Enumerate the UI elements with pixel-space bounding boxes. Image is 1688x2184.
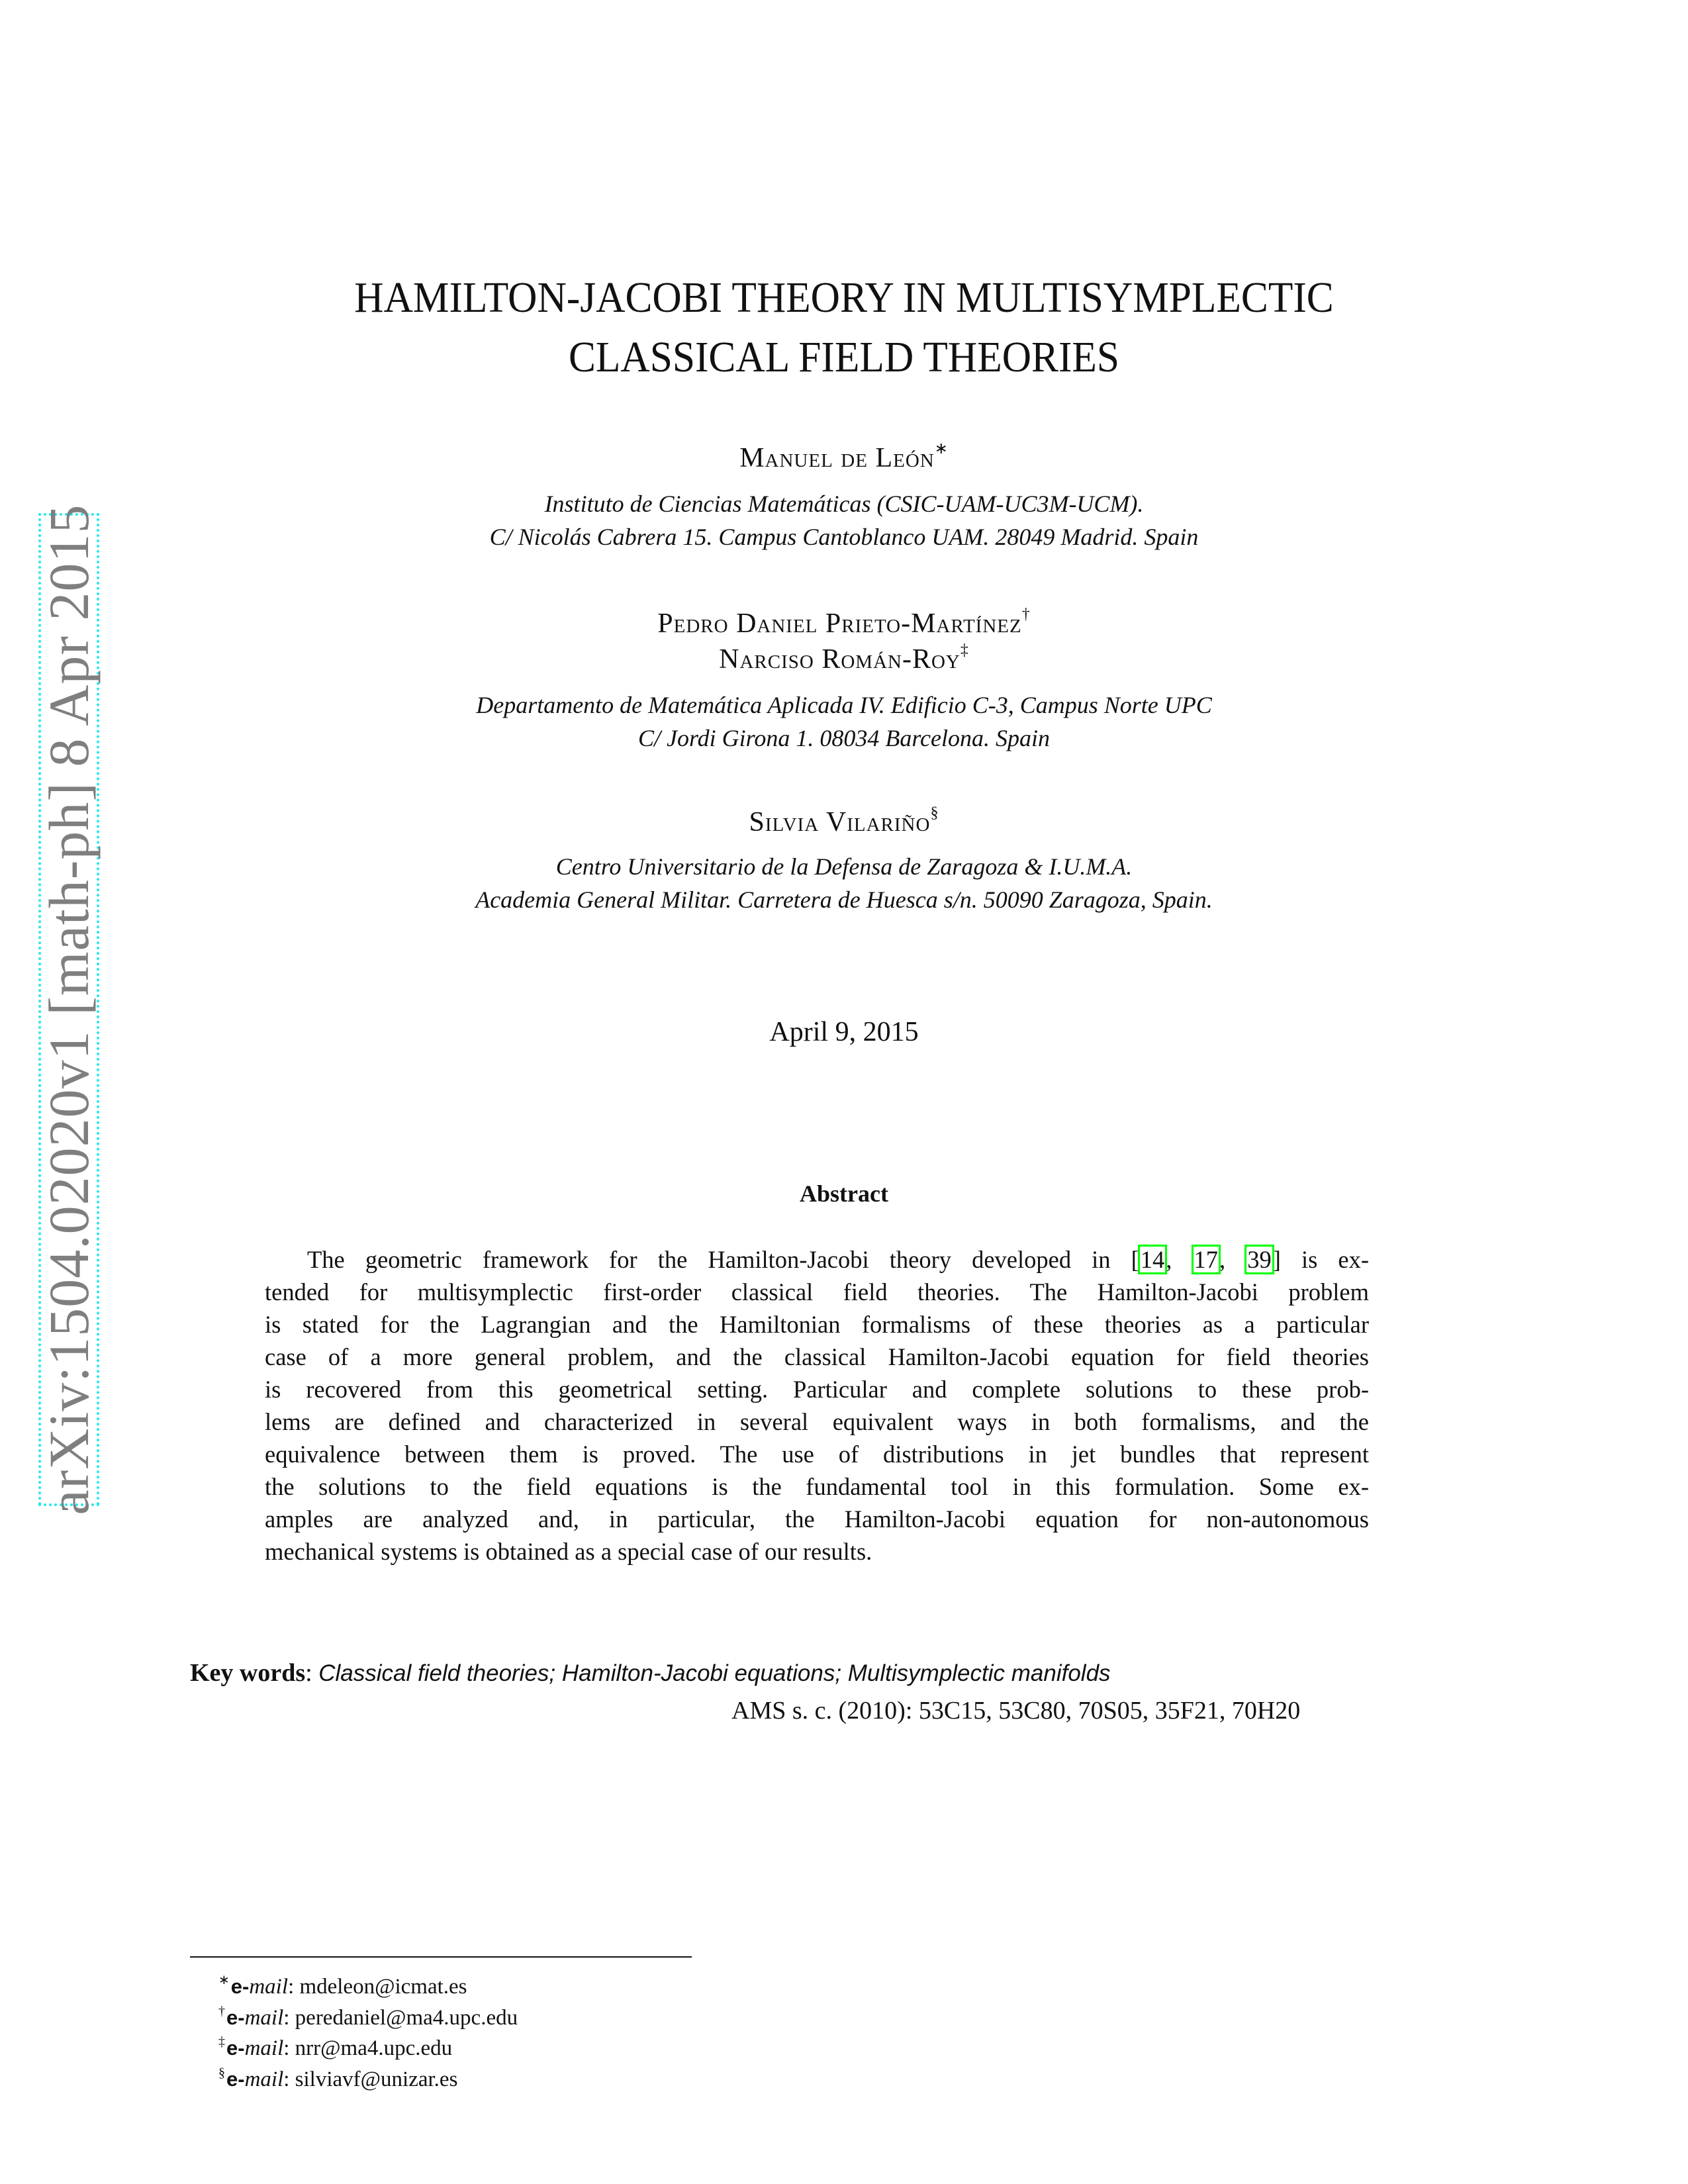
ams-classification: AMS s. c. (2010): 53C15, 53C80, 70S05, 35F21, 70H20 bbox=[731, 1697, 1301, 1725]
paper-date: April 9, 2015 bbox=[769, 1017, 919, 1047]
abstract-line: case of a more general problem, and the classical Hamilton-Jacobi equation for field theories bbox=[265, 1343, 1369, 1370]
abstract-line: tended for multisymplectic first-order classical field theories. The Hamilton-Jacobi problem bbox=[265, 1278, 1369, 1306]
affiliation: Instituto de Ciencias Matemáticas (CSIC-UAM-UC3M-UCM). C/ Nicolás Cabrera 15. Campus Cantoblanco UAM. 28049 Madrid. Spain bbox=[489, 491, 1199, 550]
footnotes bbox=[218, 1971, 518, 2095]
footnote: §e-mail: silviavf@unizar.es bbox=[218, 2065, 458, 2091]
paper-title bbox=[59, 268, 1629, 387]
footnote-mark: ‡ bbox=[218, 2034, 225, 2049]
footnote-mark: † bbox=[218, 2003, 225, 2018]
affiliation: Centro Universitario de la Defensa de Zaragoza & I.U.M.A. Academia General Militar. Carretera de Huesca s/n. 50090 Zaragoza, Spain. bbox=[475, 853, 1213, 913]
footnote-mark: § bbox=[218, 2065, 225, 2080]
title-line-1: HAMILTON-JACOBI THEORY IN MULTISYMPLECTIC bbox=[354, 273, 1334, 322]
footnote: †e-mail: peredaniel@ma4.upc.edu bbox=[218, 2003, 518, 2030]
author-name: Silvia Vilariño§ bbox=[749, 804, 939, 837]
author-name: Manuel de León∗ bbox=[739, 440, 949, 473]
abstract-line: the solutions to the field equations is the fundamental tool in this formulation. Some ex- bbox=[265, 1473, 1369, 1500]
footnote: ‡e-mail: nrr@ma4.upc.edu bbox=[218, 2034, 453, 2060]
citation-link[interactable]: 39 bbox=[1247, 1246, 1272, 1273]
abstract-body bbox=[265, 1243, 1369, 1568]
author-name: Pedro Daniel Prieto-Martínez† bbox=[657, 606, 1031, 639]
arxiv-stamp-text: arXiv:1504.02020v1 [math-ph] 8 Apr 2015 bbox=[37, 504, 101, 1515]
abstract-line: amples are analyzed and, in particular, the Hamilton-Jacobi equation for non-autonomous bbox=[265, 1505, 1369, 1533]
footnote-mark[interactable]: ‡ bbox=[960, 641, 969, 659]
abstract-line: equivalence between them is proved. The use of distributions in jet bundles that represent bbox=[265, 1441, 1369, 1468]
footnote-mark[interactable]: § bbox=[930, 804, 939, 822]
footnote-mark[interactable]: ∗ bbox=[934, 440, 949, 457]
citation-link[interactable]: 17 bbox=[1194, 1246, 1219, 1273]
footnote-rule bbox=[190, 1956, 692, 1958]
keywords-label: Key words bbox=[190, 1659, 306, 1687]
abstract-line: is stated for the Lagrangian and the Hamiltonian formalisms of these theories as a particular bbox=[265, 1311, 1369, 1338]
citation-link[interactable]: 14 bbox=[1140, 1246, 1165, 1273]
abstract-line: The geometric framework for the Hamilton-Jacobi theory developed in [14, 17, 39] is ex- bbox=[307, 1246, 1370, 1273]
abstract-line: mechanical systems is obtained as a special case of our results. bbox=[265, 1538, 872, 1565]
footnote-email[interactable]: mdeleon@icmat.es bbox=[299, 1975, 467, 1999]
abstract-line: is recovered from this geometrical setting. Particular and complete solutions to these prob- bbox=[265, 1376, 1369, 1403]
footnote-email[interactable]: peredaniel@ma4.upc.edu bbox=[295, 2005, 518, 2030]
abstract-heading: Abstract bbox=[800, 1180, 888, 1207]
footnote-email[interactable]: silviavf@unizar.es bbox=[295, 2067, 458, 2091]
keywords: Key words: Classical field theories; Hamilton-Jacobi equations; Multisymplectic manifolds bbox=[190, 1659, 1111, 1687]
footnote: ∗e-mail: mdeleon@icmat.es bbox=[218, 1973, 467, 1999]
footnote-mark[interactable]: † bbox=[1021, 606, 1031, 623]
keywords-text: Classical field theories; Hamilton-Jacobi equations; Multisymplectic manifolds bbox=[318, 1660, 1111, 1686]
affiliation: Departamento de Matemática Aplicada IV. Edificio C-3, Campus Norte UPC C/ Jordi Girona 1. 08034 Barcelona. Spain bbox=[476, 692, 1212, 751]
author-name: Narciso Román-Roy‡ bbox=[719, 641, 969, 675]
abstract-line: lems are defined and characterized in several equivalent ways in both formalisms, and the bbox=[265, 1408, 1369, 1435]
footnote-email[interactable]: nrr@ma4.upc.edu bbox=[295, 2036, 453, 2060]
title-line-2: CLASSICAL FIELD THEORIES bbox=[568, 333, 1120, 381]
footnote-mark: ∗ bbox=[218, 1973, 230, 1987]
